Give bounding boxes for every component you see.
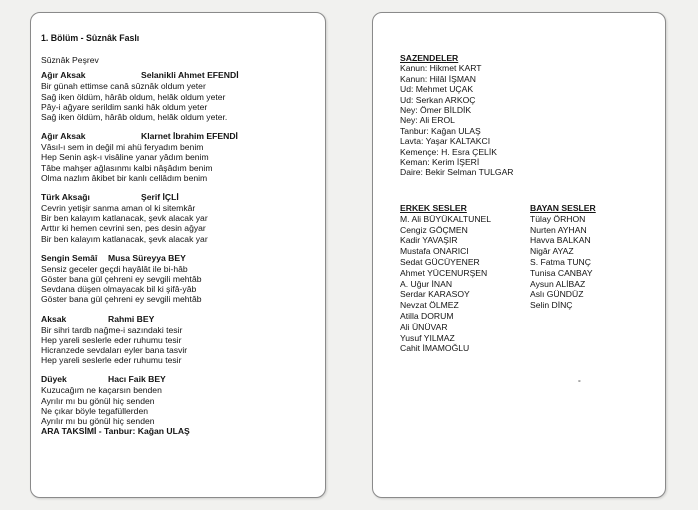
song-composer: Klarnet İbrahim EFENDİ bbox=[141, 131, 238, 142]
interlude-line: ARA TAKSİMİ - Tanbur: Kağan ULAŞ bbox=[41, 426, 190, 437]
singer-item: Nevzat ÖLMEZ bbox=[400, 300, 459, 311]
singer-item: Ali ÜNÜVAR bbox=[400, 321, 448, 332]
singer-item: Atilla DORUM bbox=[400, 310, 454, 321]
song-header bbox=[41, 131, 317, 142]
singer-item: Tülay ÖRHON bbox=[530, 213, 586, 224]
singer-item: Tunisa CANBAY bbox=[530, 267, 593, 278]
song-block bbox=[41, 192, 317, 244]
lyric-line: Vâsıl-ı sem in değil mi ahü feryadım benim bbox=[41, 142, 204, 153]
song-block bbox=[41, 253, 317, 305]
song-composer: Musa Süreyya BEY bbox=[108, 252, 186, 263]
lyric-line: Bir ben kalayım katlanacak, şevk alacak yar bbox=[41, 213, 208, 224]
singer-item: Nurten AYHAN bbox=[530, 224, 587, 235]
song-block bbox=[41, 314, 317, 366]
song-header bbox=[41, 70, 317, 81]
lyric-line: Sevdana düşen olmayacak bil ki şifâ-yâb bbox=[41, 284, 197, 295]
section-title: 1. Bölüm - Sûznâk Faslı bbox=[41, 33, 140, 43]
song-header bbox=[41, 192, 317, 203]
singer-item: Aysun ALİBAZ bbox=[530, 278, 586, 289]
lyric-line: Kuzucağım ne kaçarsın benden bbox=[41, 385, 162, 396]
lyric-line: Hep yareli seslerle eder ruhumu tesir bbox=[41, 355, 182, 366]
instrumentalists-title: SAZENDELER bbox=[400, 53, 459, 63]
singer-item: M. Ali BÜYÜKALTUNEL bbox=[400, 213, 492, 224]
singer-item: Ahmet YÜCENURŞEN bbox=[400, 267, 488, 278]
song-form: Sengin Semâî bbox=[41, 252, 98, 263]
lyric-line: Ayrılır mı bu gönül hiç senden bbox=[41, 395, 155, 406]
song-block bbox=[41, 70, 317, 122]
singer-item: Kadir YAVAŞIR bbox=[400, 235, 458, 246]
lyric-line: Bir sihri tardb nağme-i sazındaki tesir bbox=[41, 324, 183, 335]
song-block bbox=[41, 131, 317, 183]
lyric-line: Sağ iken öldüm, hârâb oldum, helâk oldum yeter bbox=[41, 91, 226, 102]
instrumentalist-item: Kanun: Hikmet KART bbox=[400, 63, 482, 74]
instrumentalist-item: Lavta: Yaşar KALTAKCI bbox=[400, 136, 491, 147]
lyric-line: Ayrılır mı bu gönül hiç senden bbox=[41, 416, 155, 427]
instrumentalist-item: Keman: Kerim İŞERİ bbox=[400, 157, 480, 168]
singer-item: Cengiz GÖÇMEN bbox=[400, 224, 468, 235]
song-header bbox=[41, 314, 317, 325]
song-form: Ağır Aksak bbox=[41, 70, 86, 81]
song-composer: Rahmi BEY bbox=[108, 313, 155, 324]
singer-item: Selin DİNÇ bbox=[530, 300, 573, 311]
lyric-line: Hicranzede sevdaları eyler bana tasvir bbox=[41, 345, 188, 356]
song-form: Düyek bbox=[41, 374, 67, 385]
left-page-content bbox=[41, 33, 317, 436]
song-block bbox=[41, 374, 317, 426]
song-composer: Şerif İÇLİ bbox=[141, 192, 179, 203]
lyric-line: Hep Senin aşk-ı visâline yanar yâdım benim bbox=[41, 152, 209, 163]
singer-item: Cahit İMAMOĞLU bbox=[400, 343, 470, 354]
instrumentalist-item: Kanun: Hilâl İŞMAN bbox=[400, 73, 476, 84]
instrumentalists-section bbox=[400, 53, 514, 178]
lyric-line: Arttır ki hemen cevrini sen, pes desin ağyar bbox=[41, 223, 206, 234]
program-right-page bbox=[372, 12, 666, 498]
singer-item: Aslı GÜNDÜZ bbox=[530, 289, 584, 300]
lyric-line: Sağ iken öldüm, hârâb oldum, helâk oldum yeter. bbox=[41, 112, 228, 123]
instrumentalist-item: Ney: Ali EROL bbox=[400, 115, 455, 126]
singer-item: Mustafa ONARICI bbox=[400, 246, 469, 257]
lyric-line: Bir ben kalayım katlanacak, şevk alacak yar bbox=[41, 233, 208, 244]
stray-mark: ° bbox=[578, 380, 581, 387]
lyric-line: Ne çıkar böyle tegafüllerden bbox=[41, 405, 149, 416]
singer-item: Havva BALKAN bbox=[530, 235, 591, 246]
instrumentalist-item: Ney: Ömer BİLDİK bbox=[400, 105, 472, 116]
program-left-page bbox=[30, 12, 326, 498]
song-header bbox=[41, 374, 317, 385]
female-singers-column bbox=[530, 203, 596, 311]
male-singers-title: ERKEK SESLER bbox=[400, 203, 467, 213]
song-form: Aksak bbox=[41, 313, 67, 324]
lyric-line: Hep yareli seslerle eder ruhumu tesir bbox=[41, 334, 182, 345]
lyric-line: Tâbe mahşer ağlasınmı kalbi nâşâdım benim bbox=[41, 162, 213, 173]
singer-item: Nigâr AYAZ bbox=[530, 246, 574, 257]
lyric-line: Pây-i ağyare serildim sanki hâk oldum yeter bbox=[41, 101, 208, 112]
lyric-line: Bir günah ettimse canâ sûznâk oldum yeter bbox=[41, 81, 206, 92]
singer-item: S. Fatma TUNÇ bbox=[530, 256, 591, 267]
song-composer: Hacı Faik BEY bbox=[108, 374, 166, 385]
lyric-line: Göster bana gül çehreni ey sevgili mehtâb bbox=[41, 274, 202, 285]
song-form: Ağır Aksak bbox=[41, 131, 86, 142]
singer-item: Yusuf YILMAZ bbox=[400, 332, 455, 343]
instrumentalist-item: Daire: Bekir Selman TULGAR bbox=[400, 167, 514, 178]
singer-item: A. Uğur İNAN bbox=[400, 278, 453, 289]
lyric-line: Sensiz geceler geçdi hayâlât ile bi-hâb bbox=[41, 263, 188, 274]
lyric-line: Göster bana gül çehreni ey sevgili mehtâb bbox=[41, 294, 202, 305]
instrumentalist-item: Ud: Mehmet UÇAK bbox=[400, 84, 474, 95]
instrumentalist-item: Ud: Serkan ARKOÇ bbox=[400, 94, 476, 105]
lyric-line: Cevrin yetişir sanma aman ol ki sitemkâr bbox=[41, 203, 196, 214]
instrumentalist-item: Kemençe: H. Esra ÇELİK bbox=[400, 146, 497, 157]
song-header bbox=[41, 253, 317, 264]
lyric-line: Olma nazlım âkibet bir kanlı cellâdım benim bbox=[41, 172, 208, 183]
song-form: Türk Aksağı bbox=[41, 192, 90, 203]
section-subtitle: Sûznâk Peşrev bbox=[41, 55, 99, 66]
female-singers-title: BAYAN SESLER bbox=[530, 203, 596, 213]
singer-item: Serdar KARASOY bbox=[400, 289, 470, 300]
singer-item: Sedat GÜCÜYENER bbox=[400, 256, 480, 267]
song-composer: Selanikli Ahmet EFENDİ bbox=[141, 70, 239, 81]
instrumentalist-item: Tanbur: Kağan ULAŞ bbox=[400, 125, 481, 136]
male-singers-column bbox=[400, 203, 491, 354]
